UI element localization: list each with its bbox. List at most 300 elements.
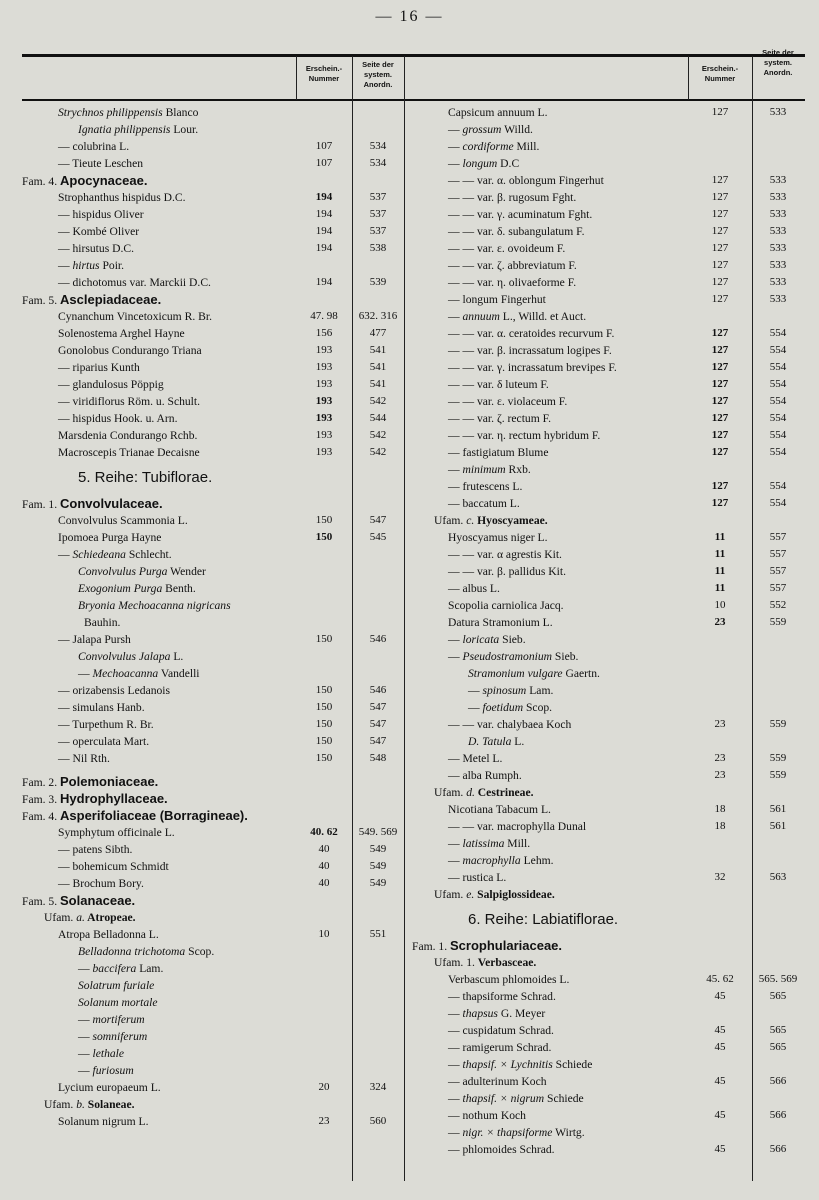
left-entry-row [22,790,404,807]
left-erschein-number: 194 [315,242,333,254]
left-erschein-number: 194 [315,208,333,220]
right-entry-row [412,852,807,869]
left-entry-row [22,495,404,512]
left-seite-number: 542 [369,429,387,441]
right-seite-number: 554 [769,480,787,492]
left-seite-number: 632. 316 [358,310,398,322]
right-entry-name [448,546,562,563]
name-part: — — var. δ luteum F. [448,378,549,391]
right-erschein-number: 127 [711,344,729,356]
right-erschein-number: 10 [714,599,726,611]
left-entry-row [22,733,404,750]
name-part: — [58,259,73,272]
left-entry-name [58,240,134,257]
left-entry-name [58,189,186,206]
right-erschein-number: 127 [711,361,729,373]
right-erschein-number: 127 [711,395,729,407]
name-part: — — var. β. pallidus Kit. [448,565,566,578]
left-entry-row [22,512,404,529]
left-entry-row [22,172,404,189]
right-entry-row [412,529,807,546]
name-part: — Nil Rth. [58,752,110,765]
name-part: thapsif. × nigrum [462,1092,545,1105]
right-entry-row [412,835,807,852]
left-entry-name [58,1113,149,1130]
name-part: Strychnos philippensis [58,106,163,119]
name-part: — Metel L. [448,752,503,765]
right-entry-name [448,189,576,206]
name-part: Fam. 1. [412,940,451,953]
right-erschein-number: 23 [714,752,726,764]
left-erschein-number: 150 [315,514,333,526]
name-part: nigr. × thapsiforme [462,1126,553,1139]
left-entry-name [58,546,172,563]
name-part: — Tieute Leschen [58,157,144,170]
name-part: Poir. [99,259,125,272]
name-part: — hispidus Oliver [58,208,144,221]
right-erschein-number: 23 [714,616,726,628]
left-erschein-number: 40. 62 [310,826,338,838]
right-entry-row [412,155,807,172]
right-entry-name [448,393,567,410]
right-seite-number: 559 [769,769,787,781]
right-erschein-number: 127 [711,208,729,220]
name-part: D.C [497,157,520,170]
right-entry-name [448,852,554,869]
right-entry-row [412,427,807,444]
left-entry-name [78,994,158,1011]
right-erschein-number: 11 [714,548,726,560]
right-entry-name [448,971,569,988]
right-erschein-number: 11 [714,582,726,594]
left-entry-row [22,841,404,858]
left-entry-name [58,410,178,427]
name-part: — operculata Mart. [58,735,150,748]
right-seite-number: 554 [769,429,787,441]
right-entry-name [448,597,564,614]
name-part: — viridiflorus Röm. u. Schult. [58,395,201,408]
left-seite-number: 549 [369,877,387,889]
left-entry-row [22,1062,404,1079]
left-entry-row [22,858,404,875]
name-part: Solenostema Arghel Hayne [58,327,185,340]
name-part: — — var. macrophylla Dunal [448,820,587,833]
left-seite-number: 541 [369,344,387,356]
name-part: — — var. ζ. rectum F. [448,412,552,425]
left-entry-row [22,1028,404,1045]
right-entry-name [412,937,562,955]
left-entry-name [22,172,147,190]
left-entry-name [78,1062,134,1079]
name-part: Scop. [185,945,215,958]
right-entry-row [412,784,807,801]
right-entry-row [412,733,807,750]
left-seite-number: 548 [369,752,387,764]
left-entry-name [58,393,200,410]
right-entry-name [448,1022,554,1039]
name-part: — [78,1013,93,1026]
right-entry-name [448,478,522,495]
right-erschein-number: 127 [711,412,729,424]
family-name: Solanaceae. [60,893,136,908]
right-entry-row [412,699,807,716]
left-entry-row [22,342,404,359]
right-entry-row [412,750,807,767]
name-part: loricata [462,633,500,646]
name-part: Convolvulus Scammonia L. [58,514,188,527]
right-erschein-number: 127 [711,191,729,203]
left-erschein-number: 150 [315,684,333,696]
right-entry-name [434,954,536,971]
name-part: baccifera [92,962,137,975]
name-part: — albus L. [448,582,500,595]
right-seite-number: 554 [769,446,787,458]
right-entry-row [412,971,807,988]
family-name: Polemoniaceae. [60,774,159,789]
right-entry-row [412,563,807,580]
name-part: mortiferum [92,1013,145,1026]
name-part: — Kombé Oliver [58,225,140,238]
left-entry-name [78,563,206,580]
left-entry-row [22,892,404,909]
left-seite-number: 542 [369,395,387,407]
name-part: e. [466,888,475,901]
right-entry-row [412,1090,807,1107]
name-part: lethale [92,1047,125,1060]
right-seite-number: 554 [769,344,787,356]
right-entry-name [448,529,548,546]
right-entry-name [434,784,534,801]
left-entry-name [78,467,212,490]
name-part: furiosum [92,1064,134,1077]
right-erschein-number: 127 [711,106,729,118]
right-entry-name [448,1141,555,1158]
left-seite-number: 544 [369,412,387,424]
right-entry-name [448,1090,584,1107]
name-part: — [78,1064,93,1077]
left-erschein-number: 193 [315,395,333,407]
name-part: — — var. α agrestis Kit. [448,548,562,561]
name-part: — — var. α. oblongum Fingerhut [448,174,604,187]
series-heading: 5. Reihe: Tubiflorae. [78,469,213,486]
right-entry-name [448,342,612,359]
left-entry-row [22,977,404,994]
left-seite-number: 547 [369,735,387,747]
name-part: grossum [462,123,502,136]
right-seite-number: 566 [769,1143,787,1155]
left-erschein-number: 47. 98 [310,310,338,322]
name-part: — bohemicum Schmidt [58,860,169,873]
right-entry-name [448,1039,551,1056]
left-seite-number: 560 [369,1115,387,1127]
left-entry-row [22,1045,404,1062]
right-seite-number: 554 [769,412,787,424]
right-entry-row [412,665,807,682]
name-part: Schiede [544,1092,584,1105]
name-part: Ufam. [434,888,467,901]
left-entry-row [22,291,404,308]
right-entry-name [448,495,520,512]
left-entry-name [58,325,185,342]
name-part: — [448,837,463,850]
right-entry-name [448,308,586,325]
left-erschein-number: 150 [315,701,333,713]
left-entry-name [58,138,129,155]
right-entry-name [448,767,522,784]
name-part: — Brochum Bory. [58,877,144,890]
name-part: somniferum [92,1030,148,1043]
right-entry-name [448,648,578,665]
right-entry-row [412,937,807,954]
left-entry-row [22,580,404,597]
name-part: — thapsiforme Schrad. [448,990,556,1003]
name-part: — [468,684,483,697]
name-part: — [448,854,463,867]
left-seite-number: 551 [369,928,387,940]
name-part: Wender [167,565,206,578]
name-part: — nothum Koch [448,1109,526,1122]
left-seite-number: 537 [369,225,387,237]
name-part: Ufam. [434,786,467,799]
right-entry-name [448,121,533,138]
name-part: — cuspidatum Schrad. [448,1024,554,1037]
name-part: D. Tatula [468,735,512,748]
name-part: — patens Sibth. [58,843,133,856]
left-entry-name [44,909,136,926]
name-part: — adulterinum Koch [448,1075,547,1088]
name-part: spinosum [482,684,527,697]
right-entry-name [448,869,506,886]
name-part: — [58,548,73,561]
right-entry-row [412,359,807,376]
left-seite-number: 324 [369,1081,387,1093]
left-entry-name [22,790,168,808]
right-entry-name [448,376,549,393]
left-entry-row [22,257,404,274]
name-part: G. Meyer [497,1007,546,1020]
right-erschein-number: 18 [714,820,726,832]
left-erschein-number: 194 [315,276,333,288]
left-entry-name [58,631,131,648]
left-erschein-number: 10 [318,928,330,940]
left-seite-number: 539 [369,276,387,288]
name-part: — — var. γ. acuminatum Fght. [448,208,593,221]
right-seite-number: 533 [769,208,787,220]
left-entry-row [22,665,404,682]
right-seite-number: 533 [769,106,787,118]
left-entry-name [22,892,135,910]
center-divider [404,56,405,1181]
right-entry-name [448,1124,585,1141]
right-erschein-number: 127 [711,259,729,271]
name-part: Lehm. [520,854,554,867]
name-part: L. [511,735,525,748]
left-erschein-number: 20 [318,1081,330,1093]
left-seite-number: 537 [369,191,387,203]
name-part: — fastigiatum Blume [448,446,549,459]
left-entry-name [78,1028,147,1045]
right-seite-number: 533 [769,191,787,203]
name-part: — [448,650,463,663]
right-erschein-number: 45. 62 [706,973,734,985]
right-seite-number: 565 [769,1041,787,1053]
name-part: foetidum [482,701,524,714]
name-part: — — var. ε. ovoideum F. [448,242,566,255]
name-part: Marsdenia Condurango Rchb. [58,429,198,442]
name-part: Solatrum furiale [78,979,155,992]
right-erschein-number: 45 [714,1109,726,1121]
right-entry-name [434,886,555,903]
left-entry-row [22,807,404,824]
right-entry-row [412,189,807,206]
right-entry-row [412,240,807,257]
family-name: Hydrophyllaceae. [60,791,168,806]
right-entry-row [412,801,807,818]
left-entry-name [58,841,132,858]
name-part: thapsif. × Lychnitis [462,1058,553,1071]
left-seite-header: Seite der system. Anordn. [362,60,394,89]
left-entry-name [58,155,143,172]
left-entry-name [58,1079,161,1096]
left-seite-number: 547 [369,514,387,526]
right-seite-number: 533 [769,225,787,237]
right-entry-row [412,223,807,240]
name-part: Salpiglossideae. [474,888,555,901]
name-part: — — var. γ. incrassatum brevipes F. [448,361,617,374]
left-erschein-number: 193 [315,412,333,424]
left-seite-number: 541 [369,378,387,390]
name-part: longum [462,157,498,170]
name-part: Fam. 4. [22,175,61,188]
left-entry-name [58,682,170,699]
left-entry-name [84,614,120,631]
name-part: — hispidus Hook. u. Arn. [58,412,178,425]
left-erschein-header: Erschein.- Nummer [305,64,343,83]
name-part: — ramigerum Schrad. [448,1041,552,1054]
left-seite-number: 547 [369,718,387,730]
right-seite-number: 561 [769,803,787,815]
page-number: — 16 — [375,8,444,25]
right-entry-name [448,325,614,342]
left-entry-name [58,223,139,240]
left-entry-row [22,206,404,223]
right-entry-row [412,495,807,512]
left-erschein-number: 150 [315,752,333,764]
right-entry-row [412,1022,807,1039]
right-entry-name [448,444,548,461]
left-erschein-number: 194 [315,225,333,237]
left-entry-row [22,325,404,342]
name-part: Solanum nigrum L. [58,1115,149,1128]
left-seite-number: 537 [369,208,387,220]
left-entry-row [22,155,404,172]
right-entry-row [412,376,807,393]
right-entry-row [412,909,807,931]
right-entry-row [412,818,807,835]
right-entry-name [448,988,556,1005]
name-part: Benth. [162,582,196,595]
left-entry-row [22,308,404,325]
right-erschein-number: 45 [714,990,726,1002]
name-part: Cynanchum Vincetoxicum R. Br. [58,310,212,323]
right-entry-row [412,767,807,784]
name-part: Lam. [526,684,554,697]
right-erschein-number: 127 [711,446,729,458]
right-seite-number: 557 [769,582,787,594]
right-entry-row [412,461,807,478]
name-part: Rxb. [505,463,531,476]
left-seite-number: 541 [369,361,387,373]
left-entry-row [22,410,404,427]
right-entry-name [448,716,571,733]
right-seite-number: 554 [769,395,787,407]
right-seite-header: Seite der system. Anordn. [762,48,794,77]
left-entry-name [78,943,214,960]
name-part: b. [76,1098,85,1111]
right-entry-name [468,665,600,682]
right-entry-row [412,869,807,886]
name-part: Cestrineae. [474,786,534,799]
name-part: Sieb. [499,633,526,646]
right-erschein-number: 45 [714,1075,726,1087]
name-part: Schiede [552,1058,593,1071]
right-entry-row [412,988,807,1005]
family-name: Asclepiadaceae. [60,292,162,307]
left-entry-name [58,104,198,121]
name-part: Symphytum officinale L. [58,826,175,839]
right-entry-row [412,648,807,665]
name-part: annuum [462,310,500,323]
right-seite-number: 554 [769,327,787,339]
right-seite-number: 533 [769,174,787,186]
right-entry-row [412,1005,807,1022]
right-entry-name [448,1056,592,1073]
left-erschein-number: 107 [315,140,333,152]
name-part: — glandulosus Pöppig [58,378,164,391]
right-seite-number: 557 [769,531,787,543]
name-part: — — var. ζ. abbreviatum F. [448,259,577,272]
left-entry-row [22,393,404,410]
left-seite-number: 546 [369,633,387,645]
name-part: Gonolobus Condurango Triana [58,344,202,357]
right-seite-number: 565. 569 [758,973,798,985]
name-part: Atropa Belladonna L. [58,928,159,941]
left-entry-row [22,376,404,393]
left-erschein-number: 193 [315,361,333,373]
name-part: — Jalapa Pursh [58,633,131,646]
left-entry-row [22,875,404,892]
right-erschein-number: 45 [714,1041,726,1053]
name-part: Willd. [501,123,533,136]
right-erschein-number: 23 [714,769,726,781]
right-seite-number: 563 [769,871,787,883]
left-entry-name [58,716,154,733]
family-name: Asperifoliaceae (Borragineae). [60,808,248,823]
left-entry-row [22,529,404,546]
name-part: Convolvulus Jalapa [78,650,171,663]
name-part: — [78,667,93,680]
name-part: — frutescens L. [448,480,523,493]
left-entry-name [22,291,161,309]
name-part: Fam. 5. [22,294,61,307]
right-entry-name [448,138,539,155]
right-erschein-number: 18 [714,803,726,815]
name-part: Scop. [523,701,553,714]
left-erschein-number: 40 [318,860,330,872]
name-part: Schiedeana [72,548,126,561]
right-entry-row [412,1124,807,1141]
name-part: Mechoacanna [92,667,159,680]
